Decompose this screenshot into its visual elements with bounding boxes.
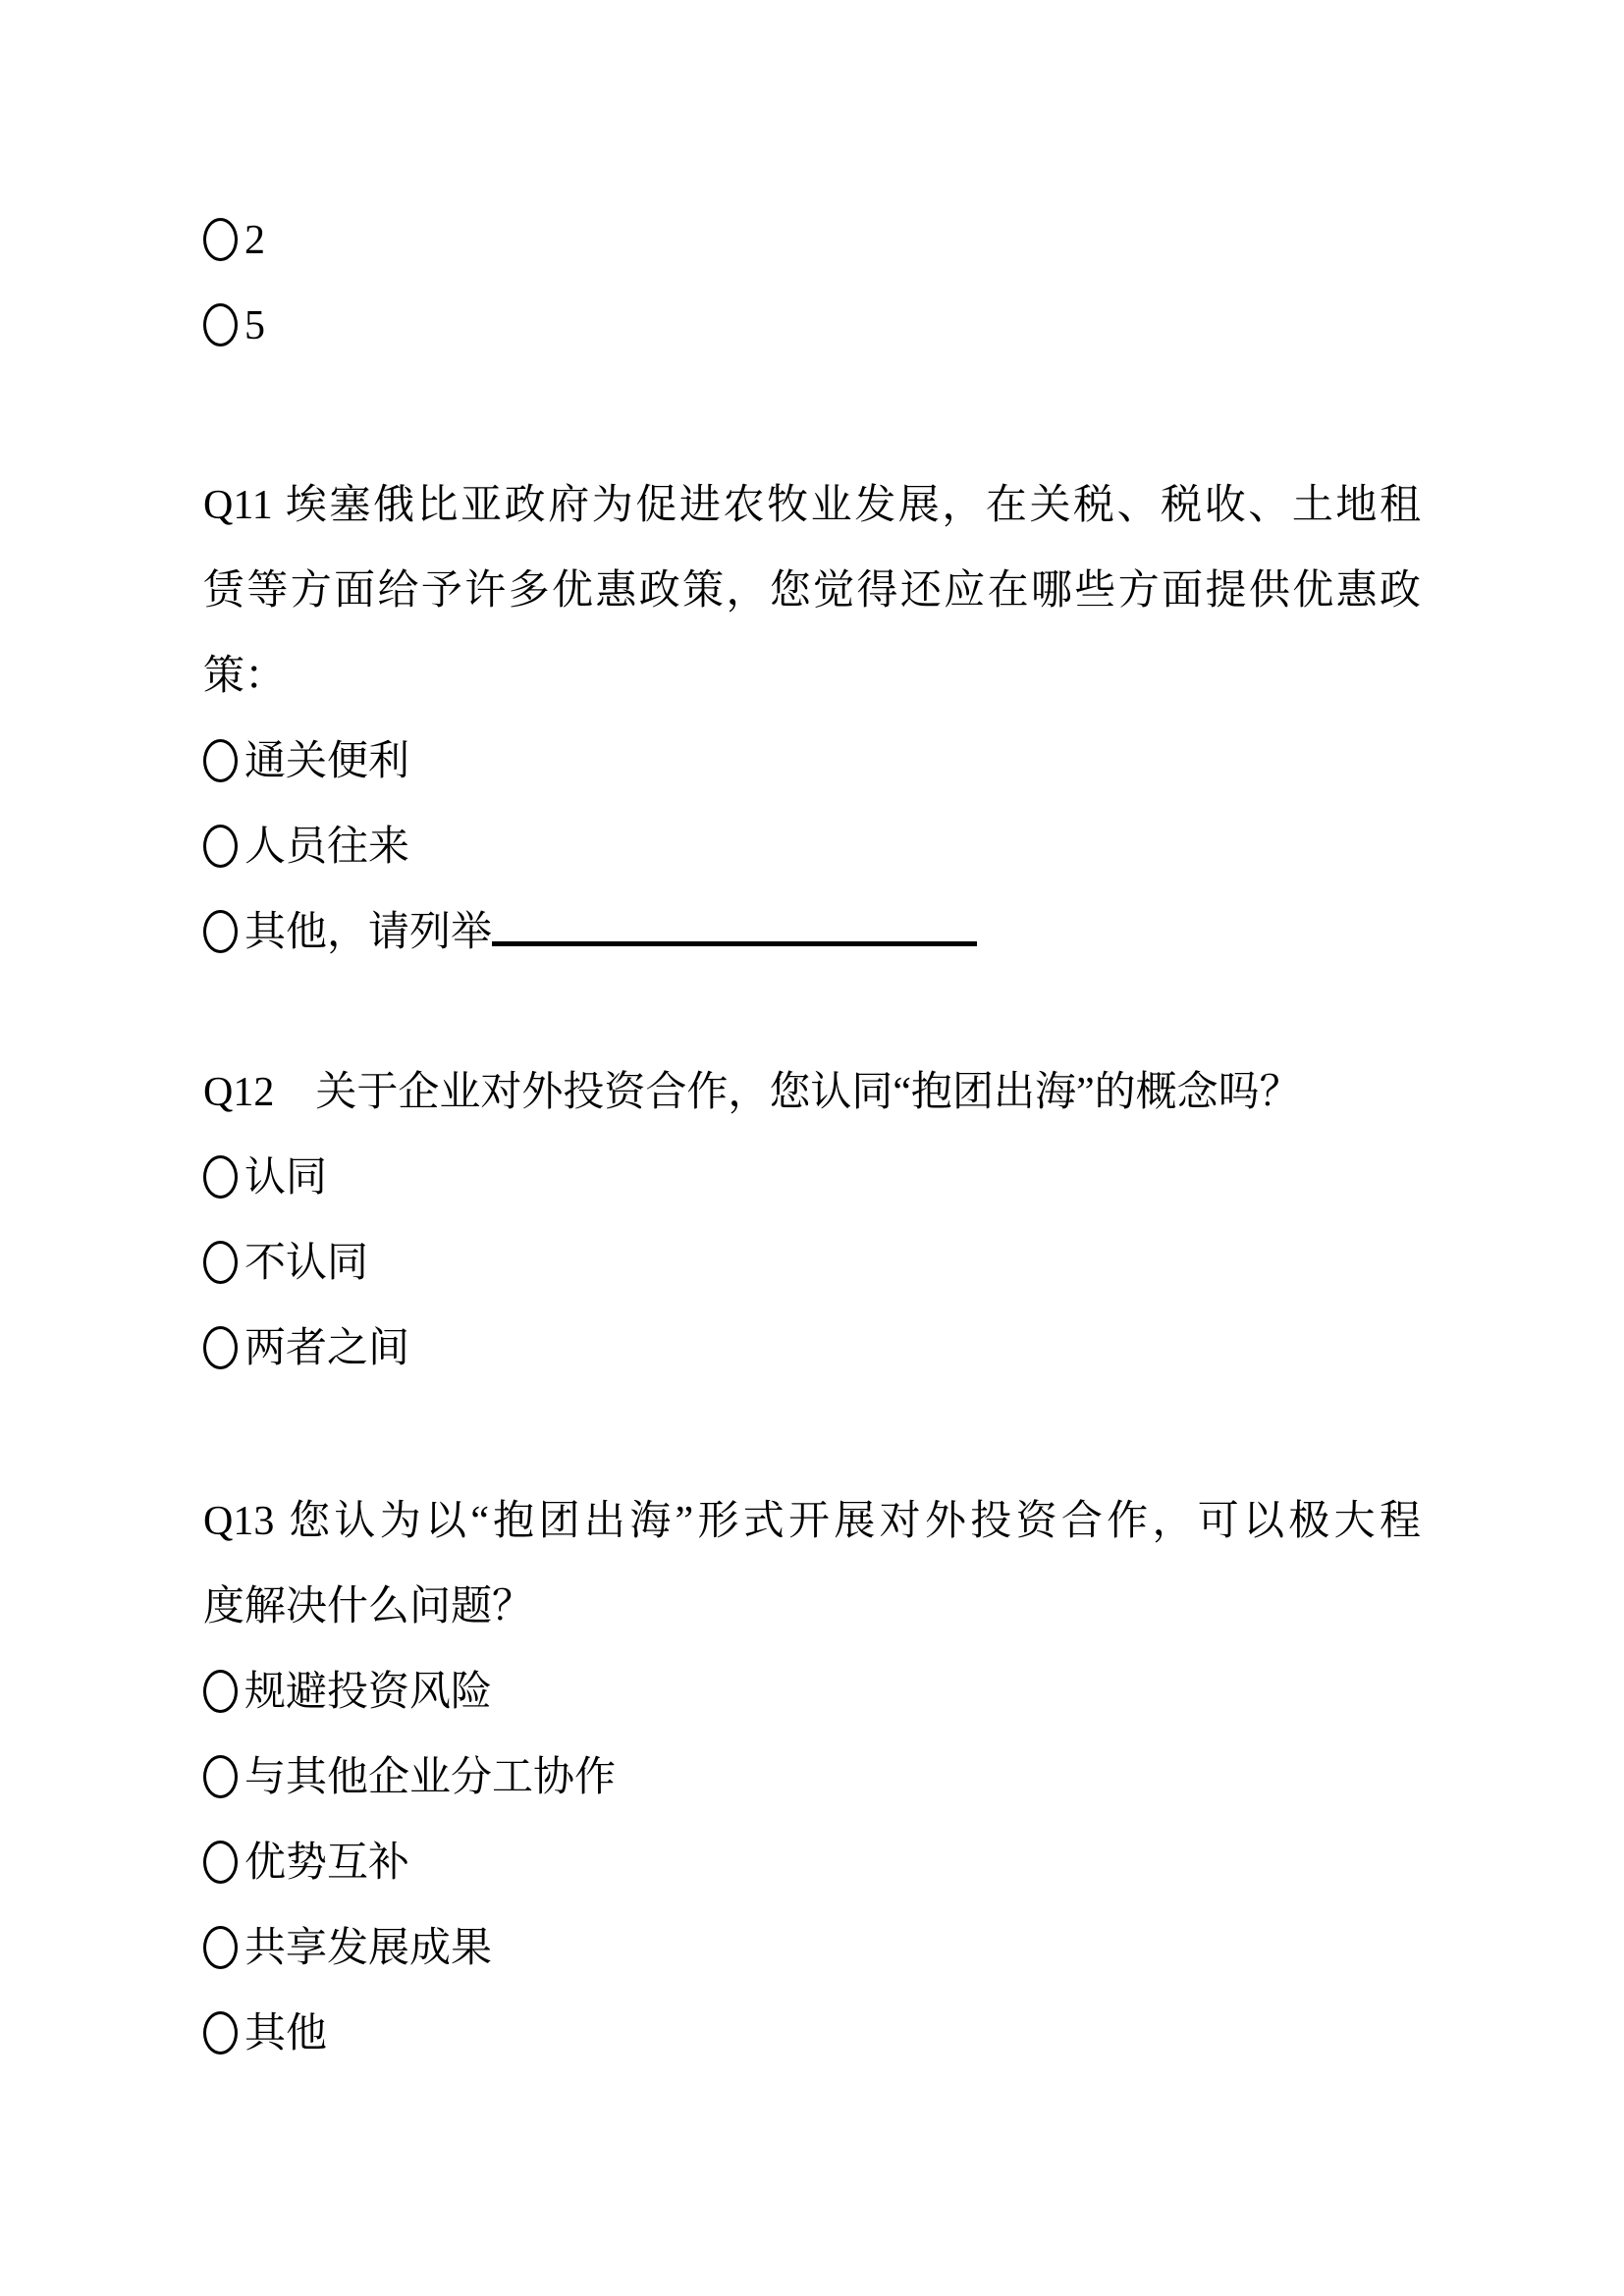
spacer xyxy=(203,1392,1421,1479)
spacer xyxy=(203,976,1421,1050)
radio-icon[interactable] xyxy=(203,1670,238,1713)
question-q13-line: Q13 您认为以“抱团出海”形式开展对外投资合作，可以极大程 xyxy=(203,1499,1421,1544)
radio-option[interactable] xyxy=(203,198,1421,284)
option-label: 与其他企业分工协作 xyxy=(244,1755,617,1800)
radio-icon[interactable] xyxy=(203,910,238,953)
option-label: 5 xyxy=(244,303,265,348)
radio-option[interactable] xyxy=(203,1307,1421,1392)
option-label: 2 xyxy=(244,218,265,263)
question-q12-line: Q12 关于企业对外投资合作，您认同“抱团出海”的概念吗？ xyxy=(203,1070,1301,1115)
radio-icon[interactable] xyxy=(203,303,238,347)
radio-icon[interactable] xyxy=(203,1841,238,1884)
radio-option[interactable] xyxy=(203,1821,1421,1906)
radio-option[interactable] xyxy=(203,1735,1421,1821)
radio-icon[interactable] xyxy=(203,218,238,261)
radio-icon[interactable] xyxy=(203,1241,238,1284)
radio-icon[interactable] xyxy=(203,1326,238,1369)
radio-option[interactable] xyxy=(203,890,1421,976)
radio-option[interactable] xyxy=(203,284,1421,369)
question-q13-line: 度解决什么问题？ xyxy=(203,1584,534,1629)
radio-option[interactable] xyxy=(203,1992,1421,2077)
question-q11-line: 赁等方面给予许多优惠政策，您觉得还应在哪些方面提供优惠政 xyxy=(203,568,1421,614)
option-label: 通关便利 xyxy=(244,739,410,784)
option-label: 两者之间 xyxy=(244,1326,410,1371)
radio-icon[interactable] xyxy=(203,739,238,782)
radio-option[interactable] xyxy=(203,1221,1421,1307)
option-label: 认同 xyxy=(244,1155,328,1201)
radio-icon[interactable] xyxy=(203,1155,238,1199)
fill-in-blank-line[interactable] xyxy=(492,936,977,946)
radio-icon[interactable] xyxy=(203,1755,238,1798)
radio-option[interactable] xyxy=(203,1136,1421,1221)
radio-icon[interactable] xyxy=(203,825,238,868)
radio-option[interactable] xyxy=(203,1650,1421,1735)
option-label: 其他 xyxy=(244,2011,328,2056)
radio-option[interactable] xyxy=(203,1906,1421,1992)
option-label: 优势互补 xyxy=(244,1841,410,1886)
option-label: 规避投资风险 xyxy=(244,1670,493,1715)
option-label: 人员往来 xyxy=(244,825,410,870)
radio-option[interactable] xyxy=(203,805,1421,890)
question-q11-line: Q11 埃塞俄比亚政府为促进农牧业发展，在关税、税收、土地租 xyxy=(203,483,1421,528)
option-label: 不认同 xyxy=(244,1241,369,1286)
radio-option[interactable] xyxy=(203,720,1421,805)
radio-icon[interactable] xyxy=(203,2011,238,2055)
question-q11-line: 策： xyxy=(203,654,287,699)
option-label: 共享发展成果 xyxy=(244,1926,493,1971)
option-label: 其他，请列举 xyxy=(244,910,493,955)
radio-icon[interactable] xyxy=(203,1926,238,1969)
spacer xyxy=(203,369,1421,463)
